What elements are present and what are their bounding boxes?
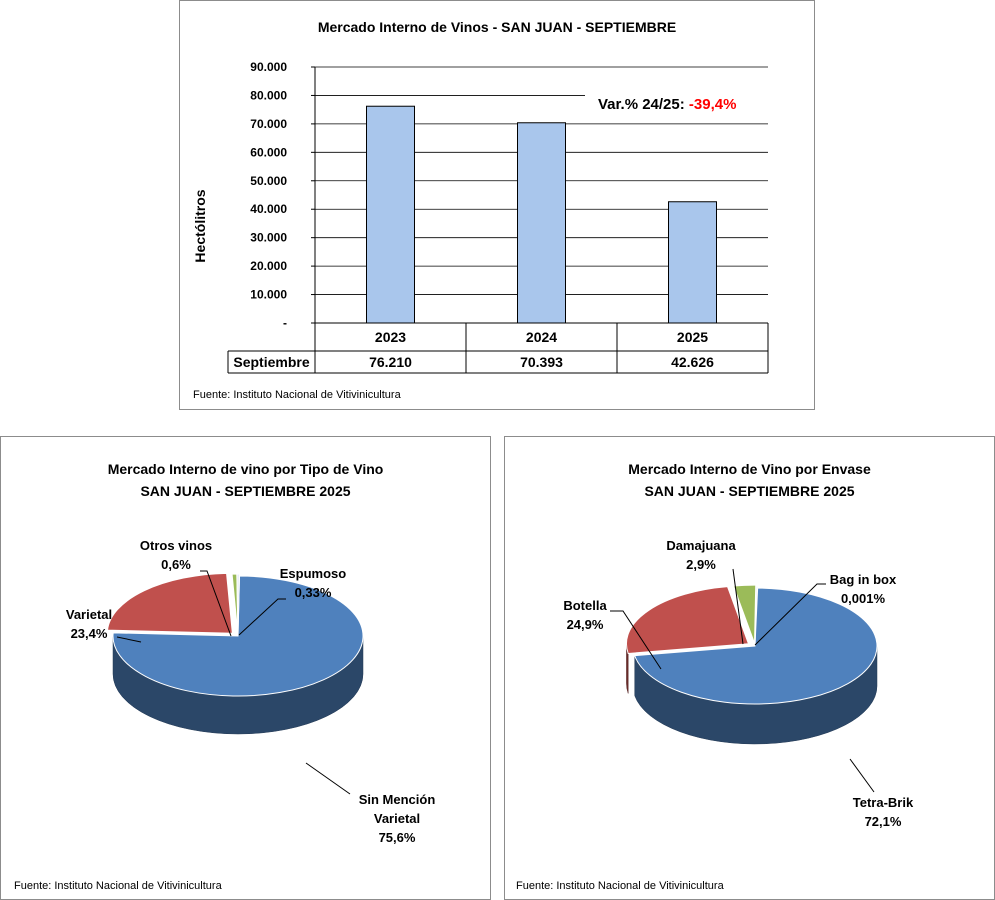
pie-slice-label: Bag in box [829, 572, 897, 587]
pie2-source: Fuente: Instituto Nacional de Vitivinicultura [516, 880, 724, 892]
bar-y-tick-label: 20.000 [250, 259, 287, 274]
pie2-title-line1: Mercado Interno de Vino por Envase [628, 461, 871, 477]
bar-chart-title: Mercado Interno de Vinos - SAN JUAN - SEPTIEMBRE [317, 19, 677, 35]
bar-2023 [367, 106, 415, 323]
bar-variation-prefix: Var.% 24/25: [598, 96, 689, 113]
pie-chart-tipo-vino-panel [0, 436, 491, 900]
bar-2025 [669, 202, 717, 323]
bar-source-label: Fuente: [193, 389, 231, 401]
bar-y-tick-label: 30.000 [250, 230, 287, 245]
pie-leader-line [306, 763, 350, 794]
pie-slice-pct-label: 2,9% [686, 557, 716, 572]
bar-chart-svg [180, 1, 814, 409]
bar-variation-annotation [598, 96, 736, 113]
pie2-title-line2: SAN JUAN - SEPTIEMBRE 2025 [644, 483, 855, 499]
bar-y-tick-label: 90.000 [250, 60, 287, 74]
bar-y-tick-label: 10.000 [250, 287, 287, 302]
pie-chart-envase-panel [504, 436, 995, 900]
bar-y-axis-label: Hectólitros [192, 189, 208, 263]
pie-slice-pct-label: 72,1% [864, 814, 902, 829]
pie-slice-label: Varietal [65, 607, 113, 622]
bar-x-category-label: 2024 [525, 329, 558, 345]
pie2-svg [505, 437, 994, 899]
pie-slice-pct-label: 0,33% [294, 585, 332, 600]
bar-chart-panel [179, 0, 815, 410]
bar-marks [367, 106, 717, 323]
pie-slice-pct-label: 24,9% [566, 617, 604, 632]
bar-variation-value: -39,4% [688, 96, 737, 113]
pie-slice-label: Damajuana [666, 538, 736, 553]
bar-series-name: Septiembre [233, 354, 310, 370]
pie-slice-pct-label: 0,6% [161, 557, 191, 572]
bar-y-tick-label: 50.000 [250, 173, 287, 188]
bar-y-ticks [250, 60, 315, 330]
bar-data-label: 70.393 [520, 354, 563, 370]
bar-source-text: Instituto Nacional de Vitivinicultura [233, 389, 401, 401]
pie-slice-label: Otros vinos [139, 538, 213, 553]
bar-source [193, 389, 401, 401]
pie1-title-line2: SAN JUAN - SEPTIEMBRE 2025 [140, 483, 351, 499]
pie-slice-label: Tetra-Brik [852, 795, 914, 810]
bar-y-tick-label: 70.000 [250, 116, 287, 131]
bar-x-category-label: 2023 [374, 329, 407, 345]
bar-y-tick-label: 40.000 [250, 202, 287, 217]
bar-y-tick-label: - [283, 316, 287, 330]
pie-slice-label: Sin Mención [358, 792, 436, 807]
bar-2024 [518, 123, 566, 323]
pie-slice-label: Espumoso [279, 566, 347, 581]
pie-slice-label: Botella [563, 598, 607, 613]
pie-slice [108, 573, 233, 633]
pie-slice-pct-label: 0,001% [840, 591, 886, 606]
pie-slice-pct-label: 23,4% [70, 626, 108, 641]
pie-slice-pct-label: 75,6% [378, 830, 416, 845]
bar-data-label: 42.626 [671, 354, 714, 370]
bar-data-table [228, 323, 768, 373]
pie1-svg [1, 437, 490, 899]
bar-x-category-label: 2025 [676, 329, 709, 345]
pie1-title-line1: Mercado Interno de vino por Tipo de Vino [107, 461, 384, 477]
bar-y-tick-label: 80.000 [250, 88, 287, 103]
bar-data-label: 76.210 [369, 354, 412, 370]
pie1-source: Fuente: Instituto Nacional de Vitivinicultura [14, 880, 222, 892]
pie-leader-line [850, 759, 874, 792]
bar-y-tick-label: 60.000 [250, 145, 287, 160]
pie-slice-label: Varietal [373, 811, 421, 826]
